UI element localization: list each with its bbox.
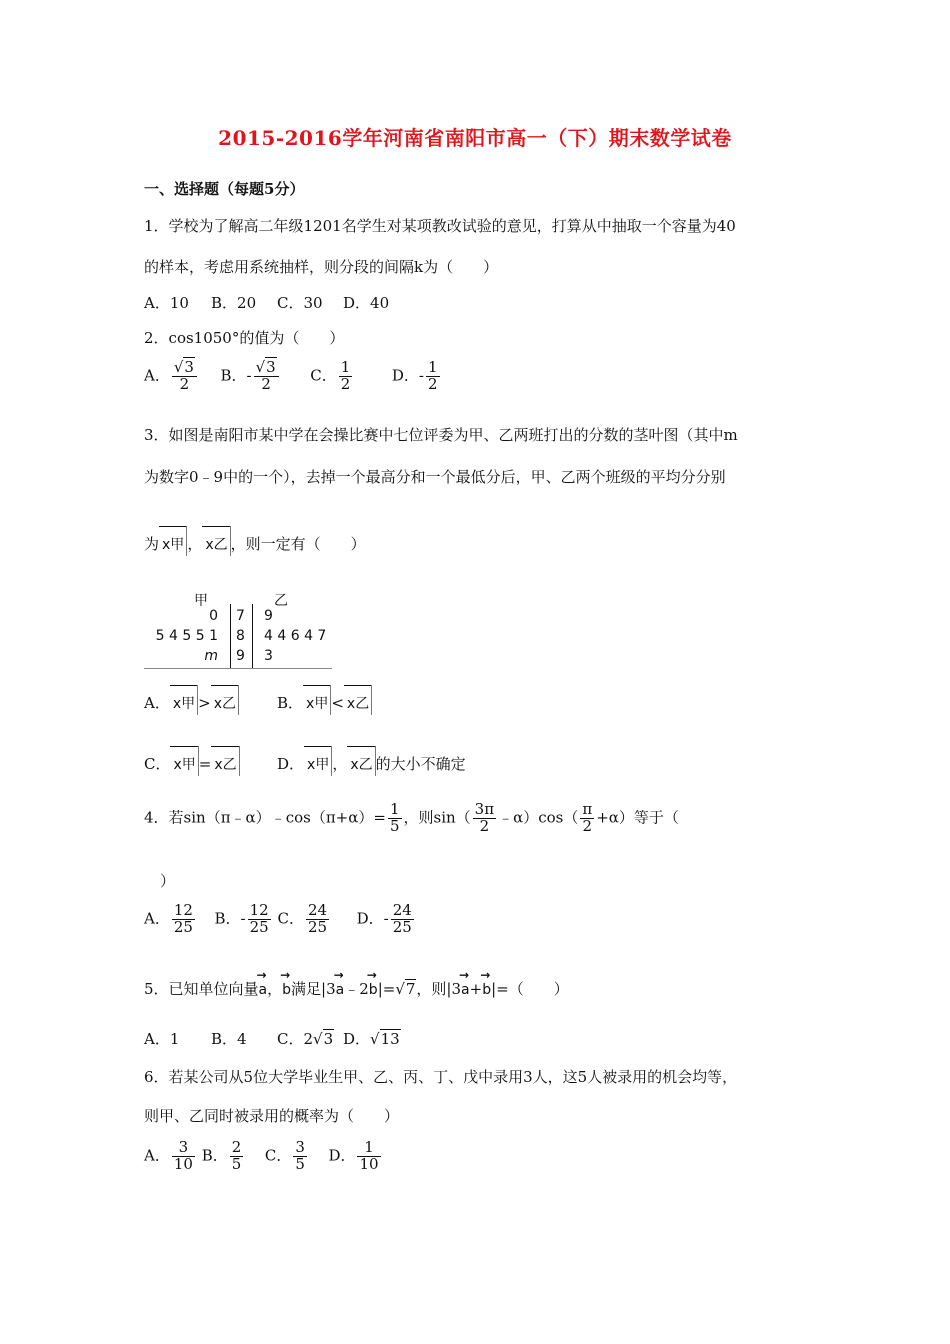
- stem-leaf-stem: 7: [236, 608, 245, 624]
- q3-option-b: B． x甲 < x乙: [277, 692, 372, 713]
- q1-option-d: D．40: [343, 294, 390, 312]
- q3-line3: 为 x甲 ， x乙 ，则一定有（ ）: [144, 535, 366, 553]
- stem-leaf-head-right: 乙: [274, 593, 288, 609]
- stem-leaf-right: 4 4 6 4 7: [264, 628, 327, 644]
- q5-stem: 5．已知单位向量 → a， → b满足|3 → a﹣2 → b|=√7，则|3 → a+ → b|=（ ）: [144, 968, 569, 998]
- q2-fraction-d: $\frac{1}{2}$: [427, 358, 438, 393]
- q2-label-c: C．: [310, 366, 337, 385]
- q2-label-a: A．: [144, 366, 170, 385]
- q2-fraction-a: $\frac{√3}{2}$: [172, 360, 197, 393]
- sqrt-sign: √3: [173, 358, 194, 376]
- q1-option-a: A．10: [144, 294, 189, 312]
- q5-option-c: C．2√3: [277, 1030, 334, 1048]
- stem-leaf-right: 9: [264, 608, 273, 624]
- q6-line1: 6．若某公司从5位大学毕业生甲、乙、丙、丁、戊中录用3人，这5人被录用的机会均等，: [144, 1068, 738, 1086]
- q1-line2: 的样本，考虑用系统抽样，则分段的间隔k为（ ）: [144, 258, 499, 276]
- q1-option-c: C．30: [277, 294, 323, 312]
- mean-yi: x乙: [202, 534, 230, 554]
- q5-option-b: B．4: [211, 1030, 247, 1048]
- q5-option-d: D．√13: [343, 1030, 400, 1048]
- q5-option-a: A．1: [144, 1030, 180, 1048]
- q3-option-a: A． x甲 > x乙: [144, 692, 239, 713]
- sqrt-sign: √3: [255, 358, 276, 376]
- q2-fraction-c: $\frac{1}{2}$: [340, 358, 351, 393]
- q4-stem: 4．若sin（π﹣α）﹣cos（π+α）= $\frac{1}{5}$ ，则sin（ $\frac{3\pi}{2}$ ﹣α）cos（ $\frac{\pi}{2}$ +α）等于（: [144, 800, 679, 835]
- q3-option-c: C． x甲 = x乙: [144, 753, 240, 774]
- page-title: 2015-2016学年河南省南阳市高一（下）期末数学试卷: [218, 126, 732, 150]
- section-heading: 一、选择题（每题5分）: [144, 180, 305, 198]
- q3-line2: 为数字0﹣9中的一个），去掉一个最高分和一个最低分后，甲、乙两个班级的平均分分别: [144, 468, 726, 486]
- stem-leaf-plot: [144, 588, 334, 668]
- q3-option-d: D． x甲 ， x乙 的大小不确定: [277, 755, 466, 773]
- q6-options: A． $\frac{3}{10}$ B． $\frac{2}{5}$ C． $\frac{3}{5}$ D． $\frac{1}{10}$: [144, 1138, 379, 1173]
- stem-leaf-left: m: [204, 648, 218, 664]
- stem-leaf-head-left: 甲: [194, 593, 208, 609]
- stem-leaf-left: 0: [209, 608, 218, 624]
- stem-leaf-right: 3: [264, 648, 273, 664]
- stem-divider-left: [230, 604, 231, 668]
- stem-leaf-stem: 8: [236, 628, 245, 644]
- q1-line1: 1．学校为了解高二年级1201名学生对某项教改试验的意见，打算从中抽取一个容量为40: [144, 217, 736, 235]
- mean-jia: x甲: [159, 534, 187, 554]
- stem-divider-right: [252, 604, 253, 668]
- q2-fraction-b: $\frac{√3}{2}$: [254, 360, 279, 393]
- stem-leaf-stem: 9: [236, 648, 245, 664]
- q2-stem: 2．cos1050°的值为（ ）: [144, 329, 345, 347]
- q6-line2: 则甲、乙同时被录用的概率为（ ）: [144, 1107, 400, 1125]
- q1-option-b: B．20: [211, 294, 257, 312]
- q2-label-b: B．-: [220, 366, 252, 385]
- q3-line1: 3．如图是南阳市某中学在会操比赛中七位评委为甲、乙两班打出的分数的茎叶图（其中m: [144, 426, 738, 444]
- stem-baseline: [144, 668, 332, 669]
- q4-stem-line2: ）: [160, 872, 176, 890]
- q4-options: A． $\frac{12}{25}$ B．- $\frac{12}{25}$ C． $\frac{24}{25}$ D．- $\frac{24}{25}$: [144, 901, 412, 936]
- q2-label-d: D．-: [391, 366, 424, 385]
- q2-options: [144, 360, 442, 393]
- stem-leaf-left: 5 4 5 5 1: [155, 628, 218, 644]
